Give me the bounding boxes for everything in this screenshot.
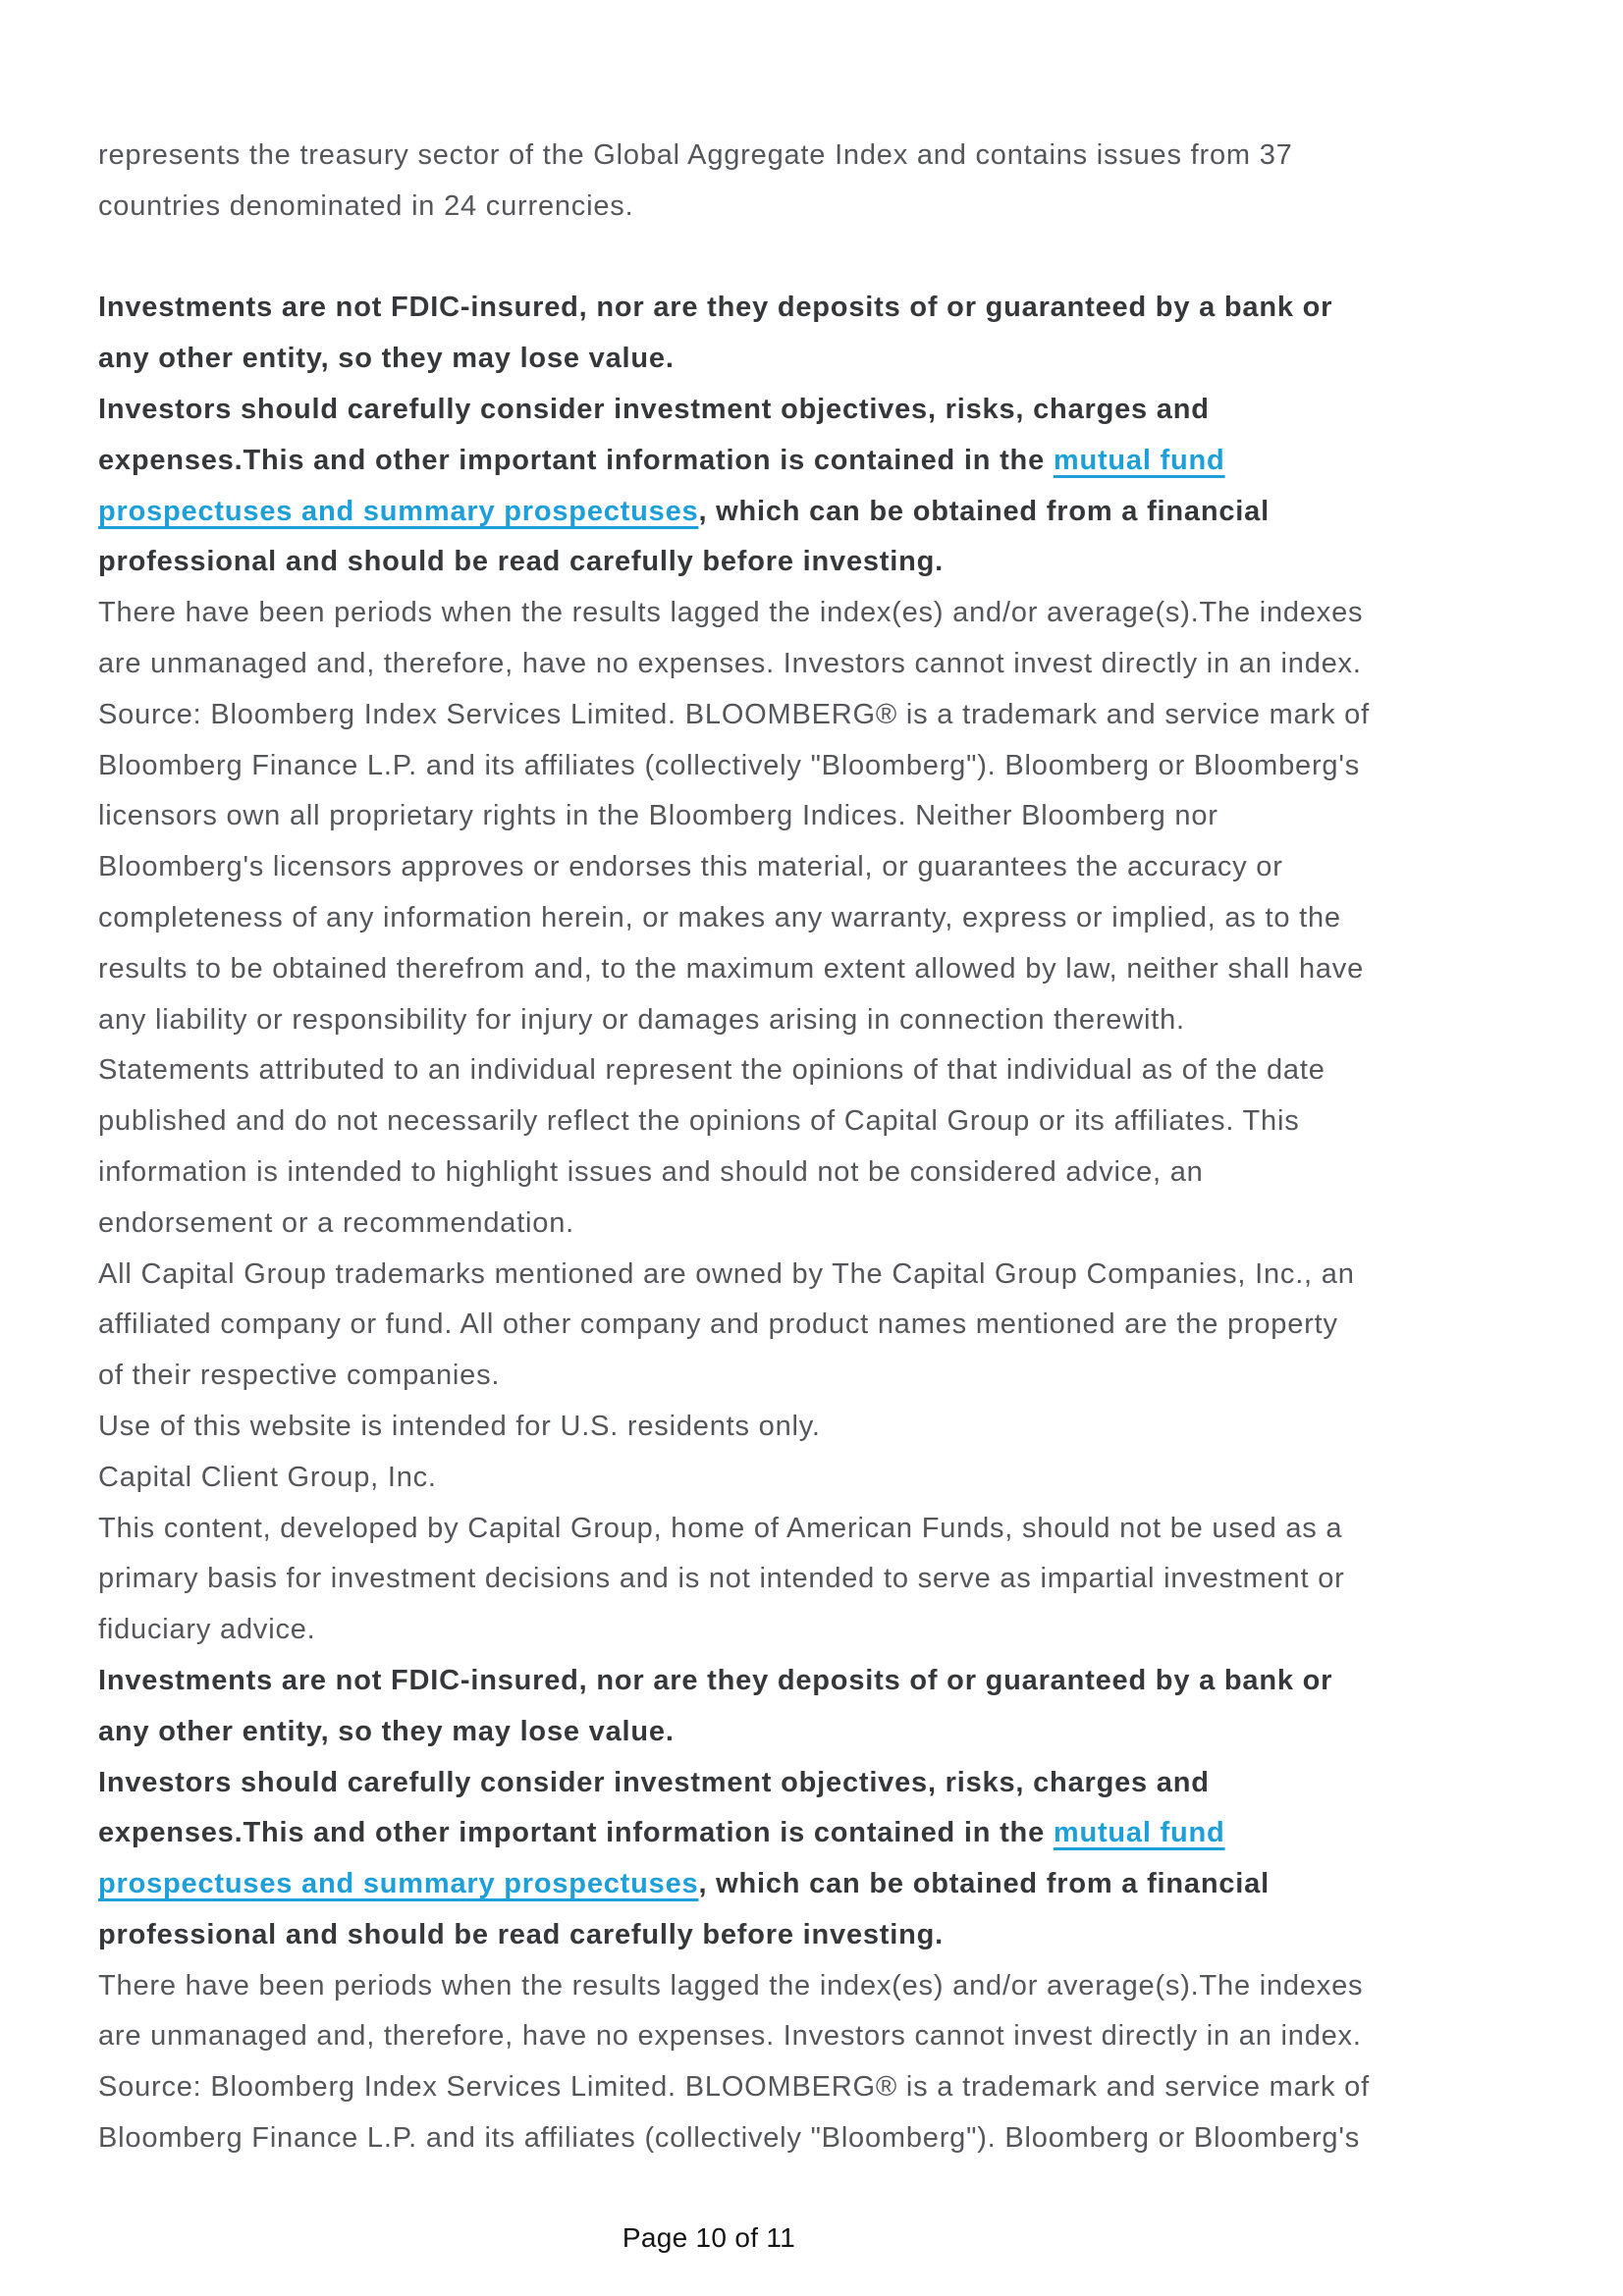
text-line [98, 1808, 1542, 1859]
text-line [98, 1453, 1542, 1504]
text-line [98, 1554, 1542, 1605]
text-line [98, 131, 1542, 182]
blank-line [98, 233, 1542, 284]
text-line [98, 385, 1542, 436]
text-segment: are unmanaged and, therefore, have no expenses. Investors cannot invest directly in an index. [98, 2020, 1362, 2053]
text-line [98, 436, 1542, 487]
text-line [98, 334, 1542, 385]
text-segment: Bloomberg Finance L.P. and its affiliates (collectively "Bloomberg"). Bloomberg or Bloomberg's [98, 2122, 1361, 2155]
bold-text-segment: Investments are not FDIC-insured, nor are they deposits of or guaranteed by a bank or [98, 1664, 1333, 1696]
text-line [98, 1910, 1542, 1961]
bold-text-segment: professional and should be read carefully before investing. [98, 1918, 944, 1950]
text-segment: Source: Bloomberg Index Services Limited. BLOOMBERG® is a trademark and service mark of [98, 2071, 1370, 2104]
bold-text-segment: Investors should carefully consider investment objectives, risks, charges and [98, 393, 1210, 425]
text-segment: results to be obtained therefrom and, to the maximum extent allowed by law, neither shall have [98, 952, 1365, 985]
text-line [98, 1656, 1542, 1707]
bold-text-segment: , which can be obtained from a financial [698, 495, 1270, 527]
text-line [98, 588, 1542, 639]
text-segment: licensors own all proprietary rights in the Bloomberg Indices. Neither Bloomberg nor [98, 800, 1218, 832]
text-segment: Capital Client Group, Inc. [98, 1461, 437, 1493]
text-line [98, 2011, 1542, 2062]
text-line [98, 1402, 1542, 1453]
text-line [98, 1250, 1542, 1301]
text-segment: There have been periods when the results lagged the index(es) and/or average(s).The indexes [98, 597, 1364, 629]
text-line [98, 1300, 1542, 1351]
text-segment: affiliated company or fund. All other company and product names mentioned are the property [98, 1308, 1338, 1341]
text-line [98, 1045, 1542, 1096]
text-segment: countries denominated in 24 currencies. [98, 189, 634, 222]
bold-text-segment: Investments are not FDIC-insured, nor are they deposits of or guaranteed by a bank or [98, 292, 1333, 324]
text-line [98, 537, 1542, 588]
text-segment: information is intended to highlight issues and should not be considered advice, an [98, 1155, 1204, 1188]
text-segment: Statements attributed to an individual represent the opinions of that individual as of the date [98, 1054, 1325, 1087]
text-line [98, 1148, 1542, 1199]
text-line [98, 995, 1542, 1046]
text-line [98, 639, 1542, 690]
text-line [98, 791, 1542, 842]
text-segment: primary basis for investment decisions and is not intended to serve as impartial investment or [98, 1563, 1345, 1595]
bold-text-segment: Investors should carefully consider investment objectives, risks, charges and [98, 1766, 1210, 1798]
text-line [98, 842, 1542, 893]
bold-text-segment: any other entity, so they may lose value. [98, 1715, 675, 1747]
bold-text-segment: expenses.This and other important information is contained in the [98, 1817, 1054, 1849]
text-line [98, 1605, 1542, 1656]
bold-text-segment: professional and should be read carefully before investing. [98, 546, 944, 578]
text-line [98, 1096, 1542, 1148]
text-line [98, 741, 1542, 792]
text-line [98, 1758, 1542, 1809]
text-line [98, 1961, 1542, 2012]
text-segment: represents the treasury sector of the Global Aggregate Index and contains issues from 37 [98, 139, 1293, 171]
bold-text-segment: expenses.This and other important information is contained in the [98, 444, 1054, 476]
text-segment: published and do not necessarily reflect the opinions of Capital Group or its affiliates. This [98, 1105, 1300, 1138]
prospectuses-link[interactable]: prospectuses and summary prospectuses [98, 1868, 699, 1900]
text-line [98, 1504, 1542, 1555]
prospectuses-link[interactable]: prospectuses and summary prospectuses [98, 495, 699, 527]
text-line [98, 1351, 1542, 1402]
text-line [98, 283, 1542, 334]
text-segment: any liability or responsibility for injury or damages arising in connection therewith. [98, 1003, 1185, 1036]
text-segment: Source: Bloomberg Index Services Limited. BLOOMBERG® is a trademark and service mark of [98, 698, 1370, 730]
text-segment: completeness of any information herein, or makes any warranty, express or implied, as to the [98, 901, 1341, 934]
text-segment: This content, developed by Capital Group, home of American Funds, should not be used as a [98, 1512, 1343, 1544]
prospectuses-link[interactable]: mutual fund [1053, 444, 1225, 476]
text-line [98, 690, 1542, 741]
text-segment: of their respective companies. [98, 1360, 501, 1392]
text-line [98, 182, 1542, 233]
text-segment: Use of this website is intended for U.S. residents only. [98, 1410, 821, 1442]
text-line [98, 944, 1542, 995]
bold-text-segment: , which can be obtained from a financial [698, 1868, 1270, 1900]
text-line [98, 1707, 1542, 1758]
text-segment: Bloomberg's licensors approves or endorses this material, or guarantees the accuracy or [98, 851, 1283, 883]
text-segment: are unmanaged and, therefore, have no expenses. Investors cannot invest directly in an index. [98, 647, 1362, 679]
text-segment: There have been periods when the results lagged the index(es) and/or average(s).The indexes [98, 1969, 1364, 2002]
text-line [98, 1859, 1542, 1910]
text-line [98, 2062, 1542, 2113]
text-line [98, 1199, 1542, 1250]
text-segment: Bloomberg Finance L.P. and its affiliates (collectively "Bloomberg"). Bloomberg or Bloomberg's [98, 749, 1361, 781]
text-segment: All Capital Group trademarks mentioned are owned by The Capital Group Companies, Inc., an [98, 1257, 1355, 1290]
bold-text-segment: any other entity, so they may lose value. [98, 343, 675, 375]
document-lines [98, 131, 1542, 2164]
text-segment: endorsement or a recommendation. [98, 1206, 575, 1239]
text-line [98, 2113, 1542, 2164]
text-segment: fiduciary advice. [98, 1614, 316, 1646]
text-line [98, 487, 1542, 538]
text-line [98, 893, 1542, 944]
page-number: Page 10 of 11 [622, 2222, 796, 2253]
prospectuses-link[interactable]: mutual fund [1053, 1817, 1225, 1849]
page-footer [0, 2221, 1418, 2255]
